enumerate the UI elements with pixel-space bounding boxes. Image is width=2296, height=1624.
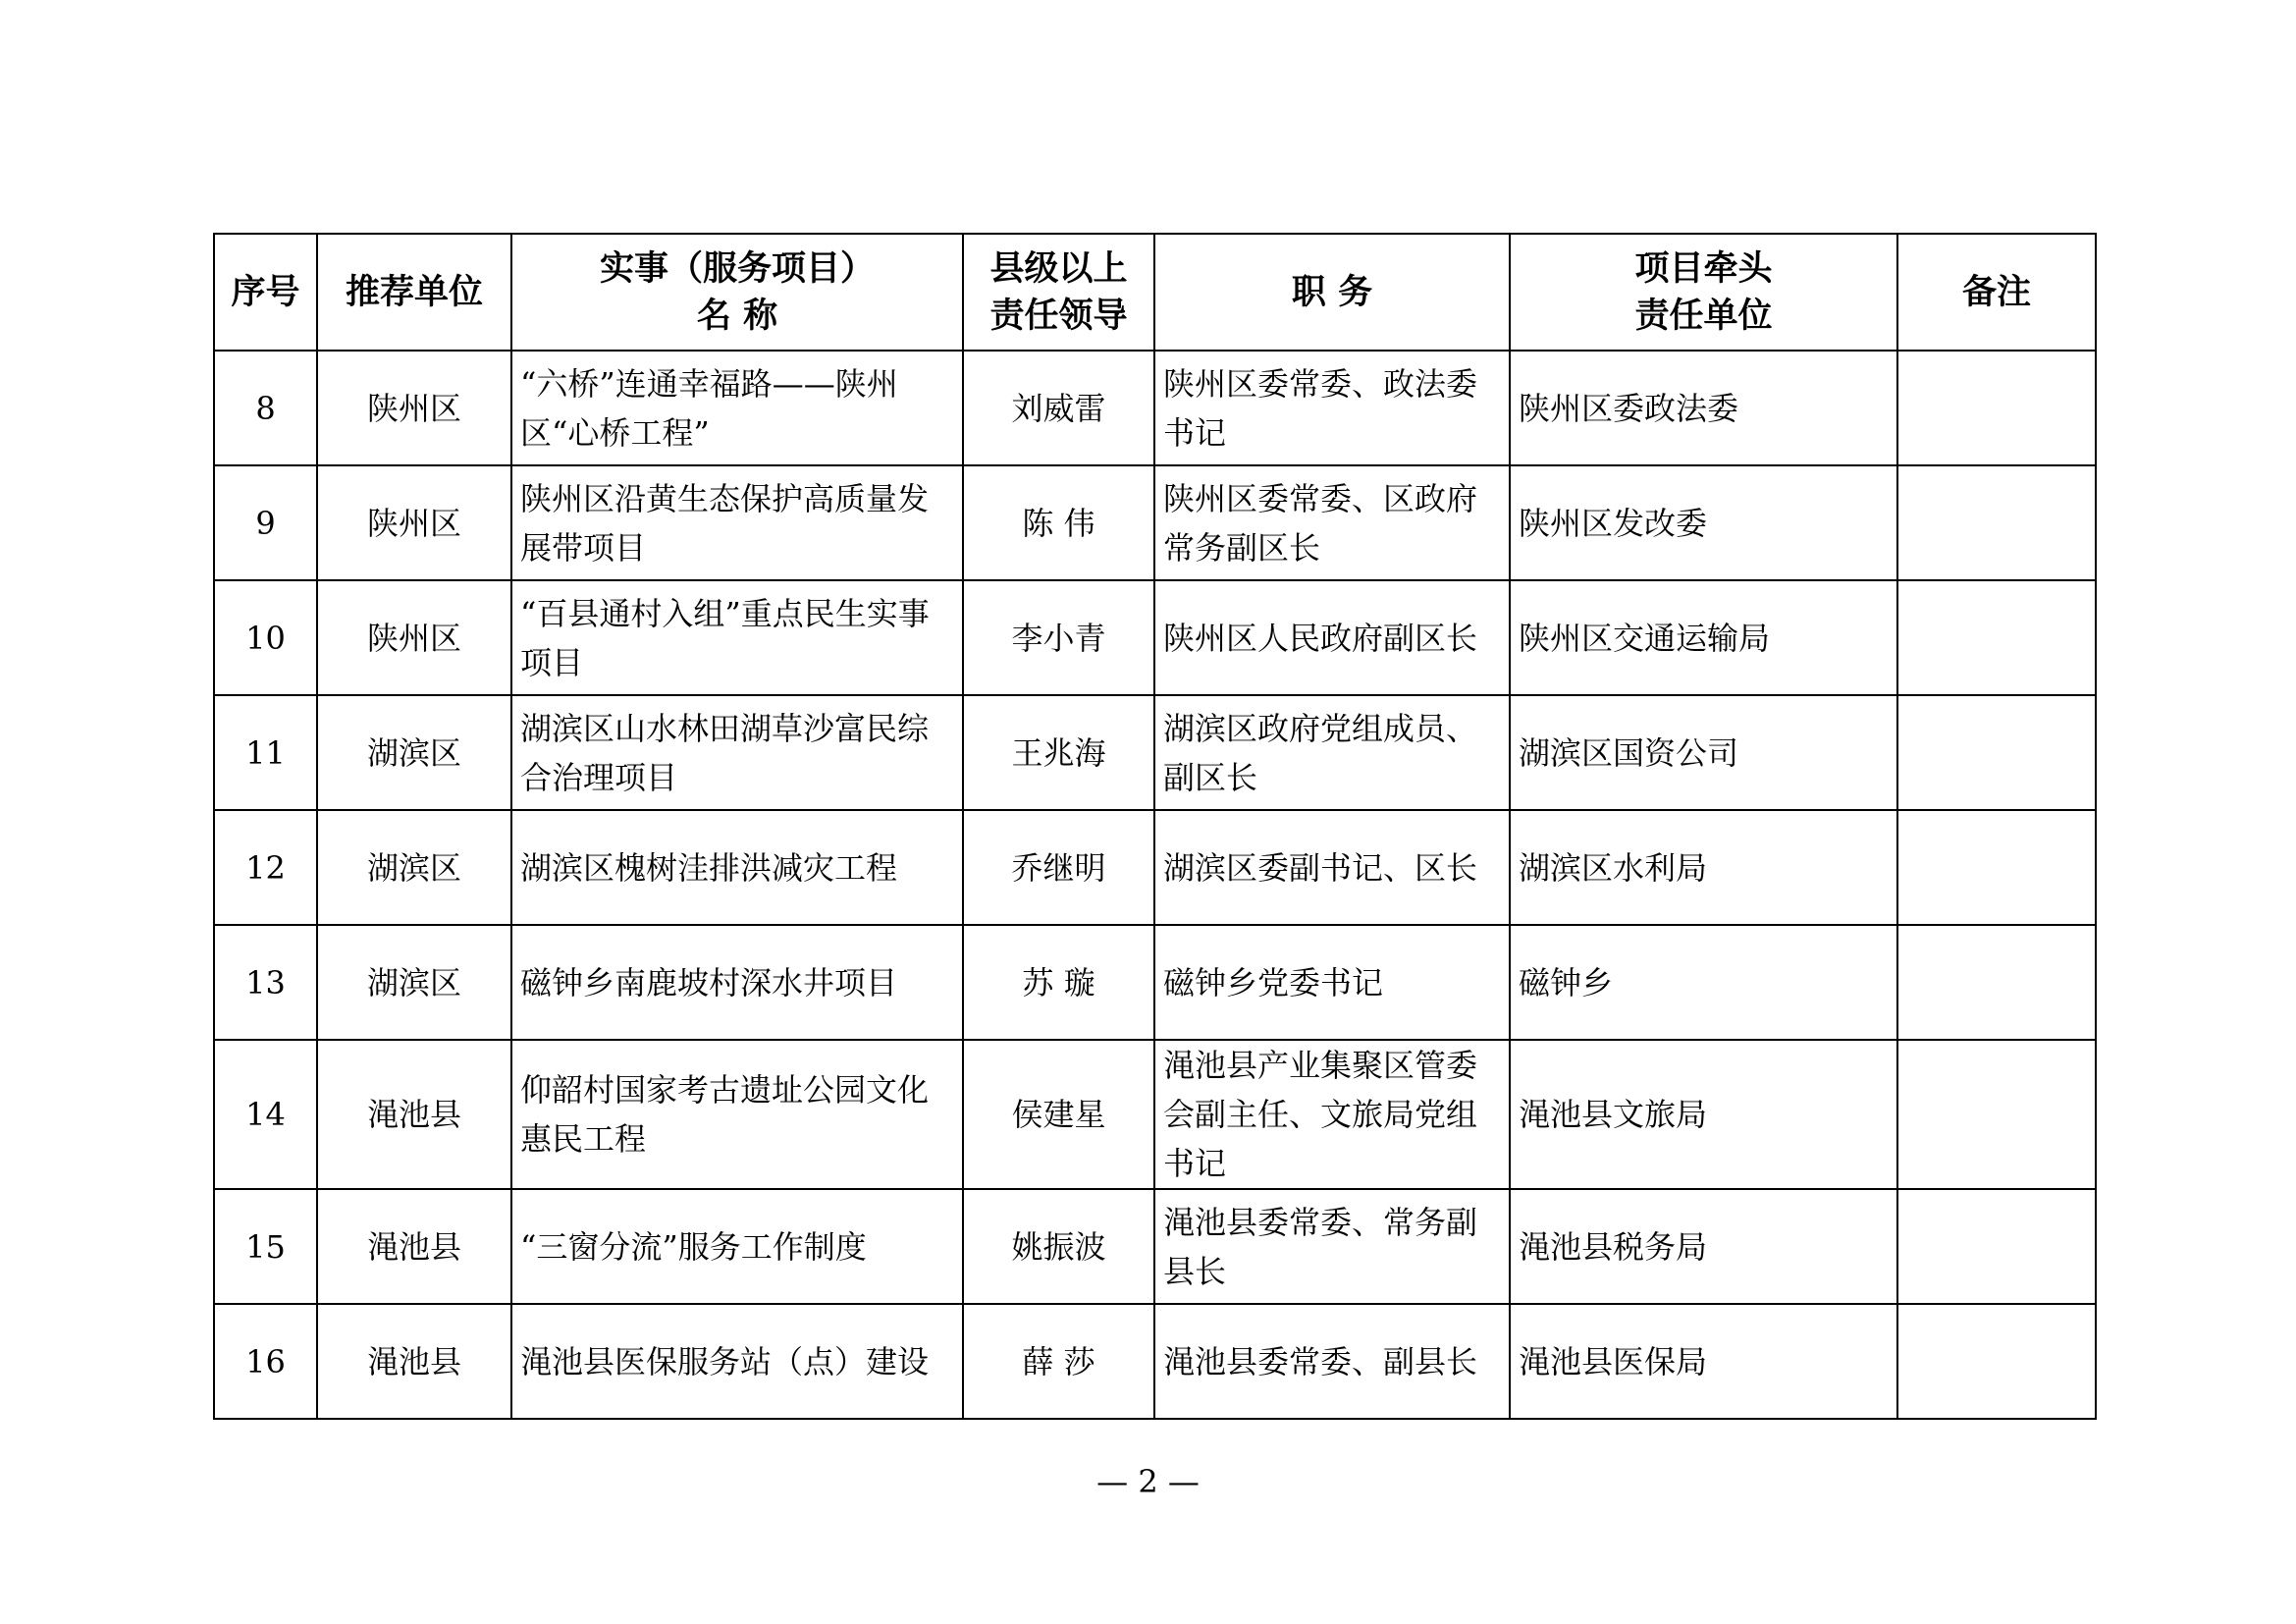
cell-unit: 湖滨区国资公司: [1510, 695, 1897, 810]
cell-project: 仰韶村国家考古遗址公园文化惠民工程: [511, 1040, 963, 1189]
cell-remark: [1897, 465, 2096, 580]
table-row: [214, 351, 2096, 465]
cell-recommender: 湖滨区: [317, 695, 511, 810]
cell-recommender: 湖滨区: [317, 810, 511, 925]
cell-leader: 苏 璇: [963, 925, 1154, 1040]
cell-recommender: 陕州区: [317, 465, 511, 580]
cell-position: 磁钟乡党委书记: [1154, 925, 1510, 1040]
header-unit-line2: 责任单位: [1634, 296, 1773, 336]
cell-unit: 渑池县税务局: [1510, 1189, 1897, 1304]
table-row: [214, 695, 2096, 810]
cell-index: 15: [214, 1189, 317, 1304]
cell-leader: 刘威雷: [963, 351, 1154, 465]
cell-recommender: 渑池县: [317, 1189, 511, 1304]
cell-recommender: 陕州区: [317, 351, 511, 465]
cell-leader: 侯建星: [963, 1040, 1154, 1189]
header-recommender: 推荐单位: [317, 234, 511, 351]
table-body: [214, 351, 2096, 1419]
cell-index: 13: [214, 925, 317, 1040]
cell-position: 湖滨区委副书记、区长: [1154, 810, 1510, 925]
cell-position: 湖滨区政府党组成员、副区长: [1154, 695, 1510, 810]
cell-remark: [1897, 695, 2096, 810]
cell-position: 渑池县委常委、常务副县长: [1154, 1189, 1510, 1304]
cell-project: 陕州区沿黄生态保护高质量发展带项目: [511, 465, 963, 580]
cell-position: 渑池县委常委、副县长: [1154, 1304, 1510, 1419]
cell-project: 磁钟乡南鹿坡村深水井项目: [511, 925, 963, 1040]
cell-recommender: 渑池县: [317, 1040, 511, 1189]
cell-index: 10: [214, 580, 317, 695]
header-unit-line1: 项目牵头: [1634, 248, 1773, 289]
cell-index: 12: [214, 810, 317, 925]
header-index: 序号: [214, 234, 317, 351]
cell-leader: 陈 伟: [963, 465, 1154, 580]
table-row: [214, 1304, 2096, 1419]
cell-project: “六桥”连通幸福路——陕州区“心桥工程”: [511, 351, 963, 465]
cell-leader: 王兆海: [963, 695, 1154, 810]
cell-remark: [1897, 351, 2096, 465]
projects-table: [213, 233, 2097, 1420]
cell-unit: 渑池县医保局: [1510, 1304, 1897, 1419]
table-row: [214, 925, 2096, 1040]
cell-remark: [1897, 925, 2096, 1040]
table-header: [214, 234, 2096, 351]
cell-unit: 磁钟乡: [1510, 925, 1897, 1040]
cell-position: 陕州区委常委、政法委书记: [1154, 351, 1510, 465]
cell-unit: 渑池县文旅局: [1510, 1040, 1897, 1189]
header-unit: [1510, 234, 1897, 351]
table-row: [214, 810, 2096, 925]
header-row: [214, 234, 2096, 351]
cell-project: 湖滨区槐树洼排洪减灾工程: [511, 810, 963, 925]
cell-index: 16: [214, 1304, 317, 1419]
cell-position: 陕州区人民政府副区长: [1154, 580, 1510, 695]
cell-leader: 薛 莎: [963, 1304, 1154, 1419]
cell-remark: [1897, 1040, 2096, 1189]
header-leader-line1: 县级以上: [989, 248, 1128, 289]
cell-remark: [1897, 1304, 2096, 1419]
cell-project: “百县通村入组”重点民生实事项目: [511, 580, 963, 695]
cell-index: 11: [214, 695, 317, 810]
cell-unit: 湖滨区水利局: [1510, 810, 1897, 925]
cell-remark: [1897, 810, 2096, 925]
table-row: [214, 465, 2096, 580]
cell-remark: [1897, 1189, 2096, 1304]
cell-remark: [1897, 580, 2096, 695]
cell-unit: 陕州区委政法委: [1510, 351, 1897, 465]
cell-unit: 陕州区交通运输局: [1510, 580, 1897, 695]
header-remark: 备注: [1897, 234, 2096, 351]
cell-position: 渑池县产业集聚区管委会副主任、文旅局党组书记: [1154, 1040, 1510, 1189]
header-project-line2: 名 称: [696, 296, 778, 336]
cell-project: 渑池县医保服务站（点）建设: [511, 1304, 963, 1419]
table-row: [214, 1040, 2096, 1189]
cell-unit: 陕州区发改委: [1510, 465, 1897, 580]
cell-project: “三窗分流”服务工作制度: [511, 1189, 963, 1304]
header-position: 职 务: [1154, 234, 1510, 351]
cell-leader: 乔继明: [963, 810, 1154, 925]
cell-position: 陕州区委常委、区政府常务副区长: [1154, 465, 1510, 580]
header-project-line1: 实事（服务项目）: [599, 248, 875, 289]
cell-index: 8: [214, 351, 317, 465]
cell-leader: 姚振波: [963, 1189, 1154, 1304]
cell-recommender: 陕州区: [317, 580, 511, 695]
header-project: [511, 234, 963, 351]
cell-leader: 李小青: [963, 580, 1154, 695]
table-row: [214, 580, 2096, 695]
cell-recommender: 渑池县: [317, 1304, 511, 1419]
cell-project: 湖滨区山水林田湖草沙富民综合治理项目: [511, 695, 963, 810]
header-leader-line2: 责任领导: [989, 296, 1128, 336]
cell-recommender: 湖滨区: [317, 925, 511, 1040]
header-leader: [963, 234, 1154, 351]
cell-index: 14: [214, 1040, 317, 1189]
table-row: [214, 1189, 2096, 1304]
cell-index: 9: [214, 465, 317, 580]
page-number: — 2 —: [1096, 1463, 1200, 1500]
